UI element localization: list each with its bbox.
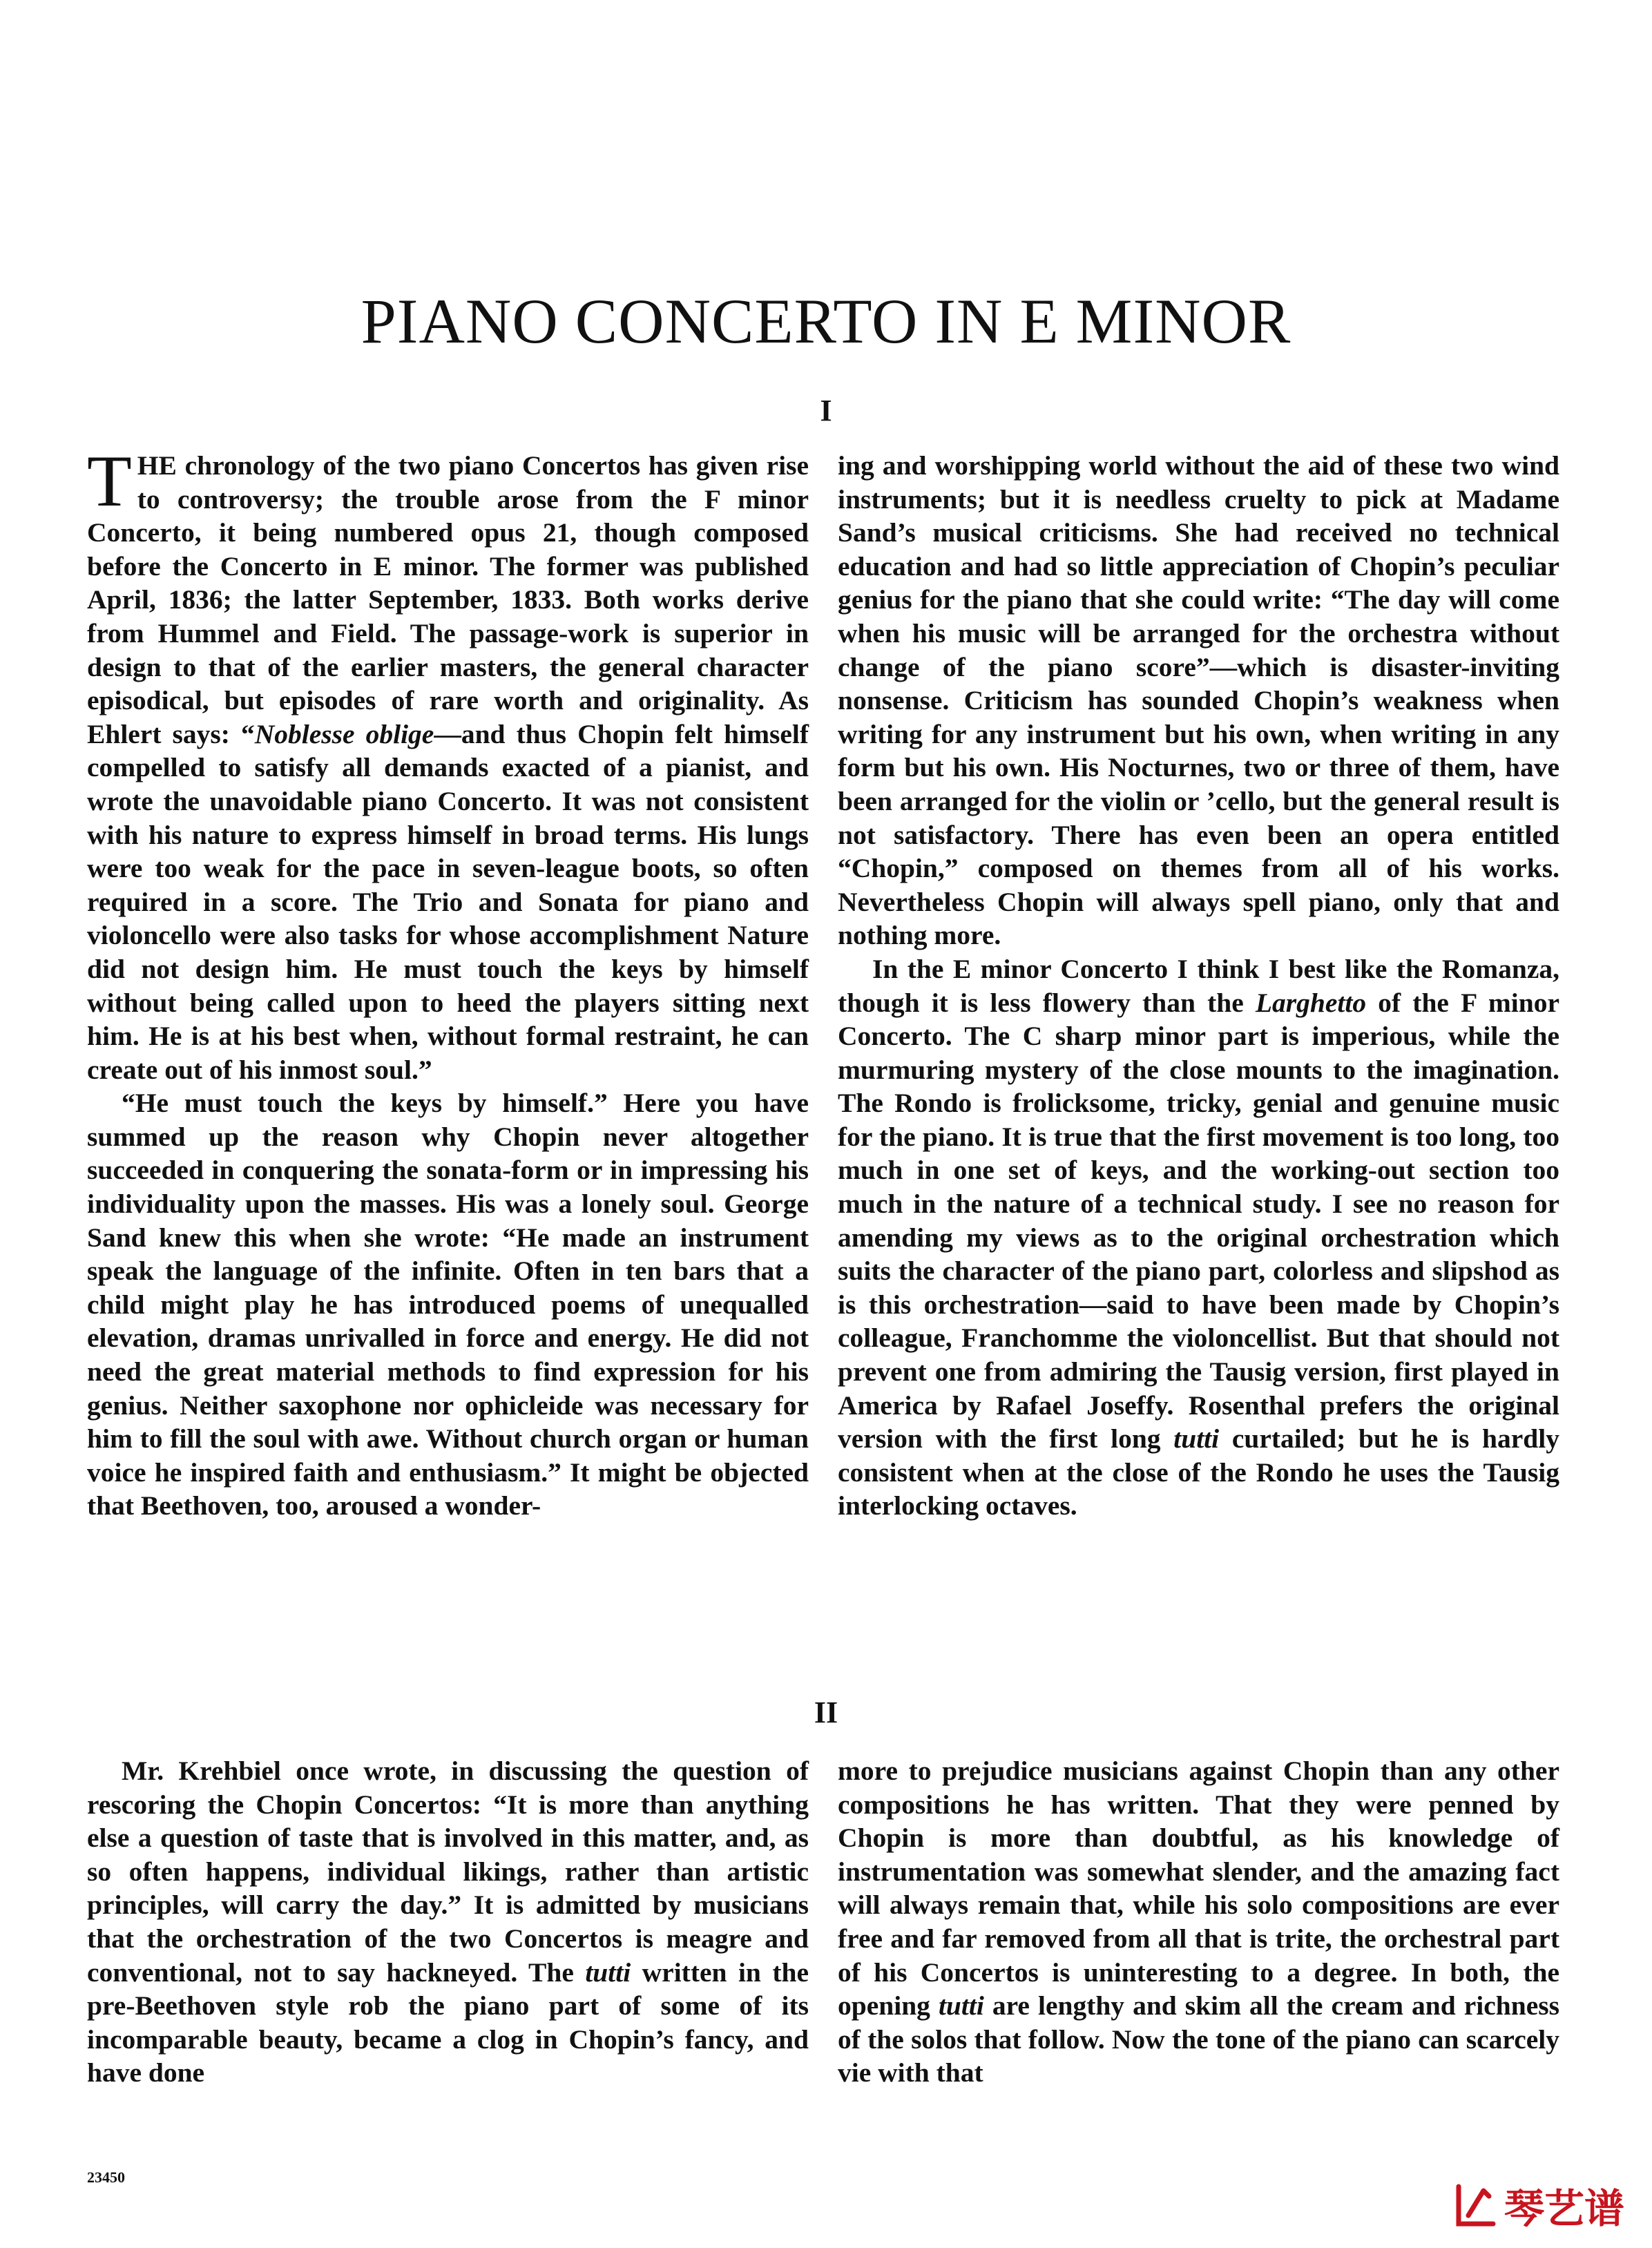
section-1-right-column	[838, 449, 1559, 1523]
paragraph: In the E minor Concerto I think I best like the Romanza, though it is less flowery than the Larghetto of the F minor Concerto. The C sharp minor part is imperious, while the murmuring mystery of the close mounts to the imagination. The Rondo is frolicksome, tricky, genial and genuine music for the piano. It is true that the first movement is too long, too much in one set of keys, and the working-out section too much in the nature of a technical study. I see no reason for amending my views as to the original orchestration which suits the character of the piano part, colorless and slipshod as is this orchestration—said to have been made by Chopin’s colleague, Franchomme the violoncellist. But that should not prevent one from admiring the Tausig version, first played in America by Rafael Joseffy. Rosenthal prefers the original version with the first long tutti curtailed; but he is hardly consistent when at the close of the Rondo he uses the Tausig interlocking octaves.	[838, 953, 1559, 1521]
paragraph: ing and worshipping world without the aid of these two wind instruments; but it is needless cruelty to pick at Madame Sand’s musical criticisms. She had received no technical education and had so little appreciation of Chopin’s peculiar genius for the piano that she could write: “The day will come when his music will be arranged for the orchestra without change of the piano score”—which is disaster-inviting nonsense. Criticism has sounded Chopin’s weakness when writing for any instrument but his own, when writing in any form but his own. His Nocturnes, two or three of them, have been arranged for the violin or ’cello, but the general result is not satisfactory. There has even been an opera entitled “Chopin,” composed on themes from all of his works. Nevertheless Chopin will always spell piano, only that and nothing more.	[838, 450, 1559, 951]
logo-text: 琴艺谱	[1504, 2185, 1624, 2232]
section-number-2: II	[814, 1695, 838, 1729]
site-logo[interactable]	[1452, 2176, 1624, 2234]
paragraph: “He must touch the keys by himself.” Here you have summed up the reason why Chopin never altogether succeeded in conquering the sonata-form or in impressing his individuality upon the masses. His was a lonely soul. George Sand knew this when she wrote: “He made an instrument speak the language of the infinite. Often in ten bars that a child might play he has introduced poems of unequalled elevation, dramas unrivalled in force and energy. He did not need the great material methods to find expression for his genius. Neither saxophone nor ophicleide was necessary for him to fill the soul with awe. Without church organ or human voice he inspired faith and enthusiasm.” It might be objected that Beethoven, too, aroused a wonder-	[87, 1088, 809, 1521]
section-2-left-column	[87, 1754, 809, 2090]
section-2-right-column	[838, 1754, 1559, 2090]
drop-cap: T	[87, 441, 132, 521]
paragraph: Mr. Krehbiel once wrote, in discussing the question of rescoring the Chopin Concertos: “It is more than anything else a question of taste that is involved in this matter, and, as so often happens, individual likings, rather than artistic principles, will carry the day.” It is admitted by musicians that the orchestration of the two Concertos is meagre and conventional, not to say hackneyed. The tutti written in the pre-Beethoven style rob the piano part of some of its incomparable beauty, became a clog in Chopin’s fancy, and have done	[87, 1756, 809, 2088]
plate-number: 23450	[87, 2169, 125, 2186]
section-1-left-column	[87, 441, 809, 1523]
music-note-logo-icon	[1452, 2181, 1500, 2229]
page-title: PIANO CONCERTO IN E MINOR	[361, 286, 1291, 356]
paragraph: more to prejudice musicians against Chopin than any other compositions he has written. That they were penned by Chopin is more than doubtful, as his knowledge of instrumentation was somewhat slender, and the amazing fact will always remain that, while his solo compositions are ever free and far removed from all that is trite, the orchestral part of his Concertos is uninteresting to a degree. In both, the opening tutti are lengthy and skim all the cream and richness of the solos that follow. Now the tone of the piano can scarcely vie with that	[838, 1756, 1559, 2088]
section-number-1: I	[820, 394, 832, 427]
paragraph: THE chronology of the two piano Concertos has given rise to controversy; the trouble arose from the F minor Concerto, it being numbered opus 21, though composed before the Concerto in E minor. The former was published April, 1836; the latter September, 1833. Both works derive from Hummel and Field. The passage-work is superior in design to that of the earlier masters, the general character episodical, but episodes of rare worth and originality. As Ehlert says: “Noblesse oblige—and thus Chopin felt himself compelled to satisfy all demands exacted of a pianist, and wrote the unavoidable piano Concerto. It was not consistent with his nature to express himself in broad terms. His lungs were too weak for the pace in seven-league boots, so often required in a score. The Trio and Sonata for piano and violoncello were also tasks for whose accomplishment Nature did not design him. He must touch the keys by himself without being called upon to heed the players sitting next him. He is at his best when, without formal restraint, he can create out of his inmost soul.”	[87, 441, 809, 1085]
